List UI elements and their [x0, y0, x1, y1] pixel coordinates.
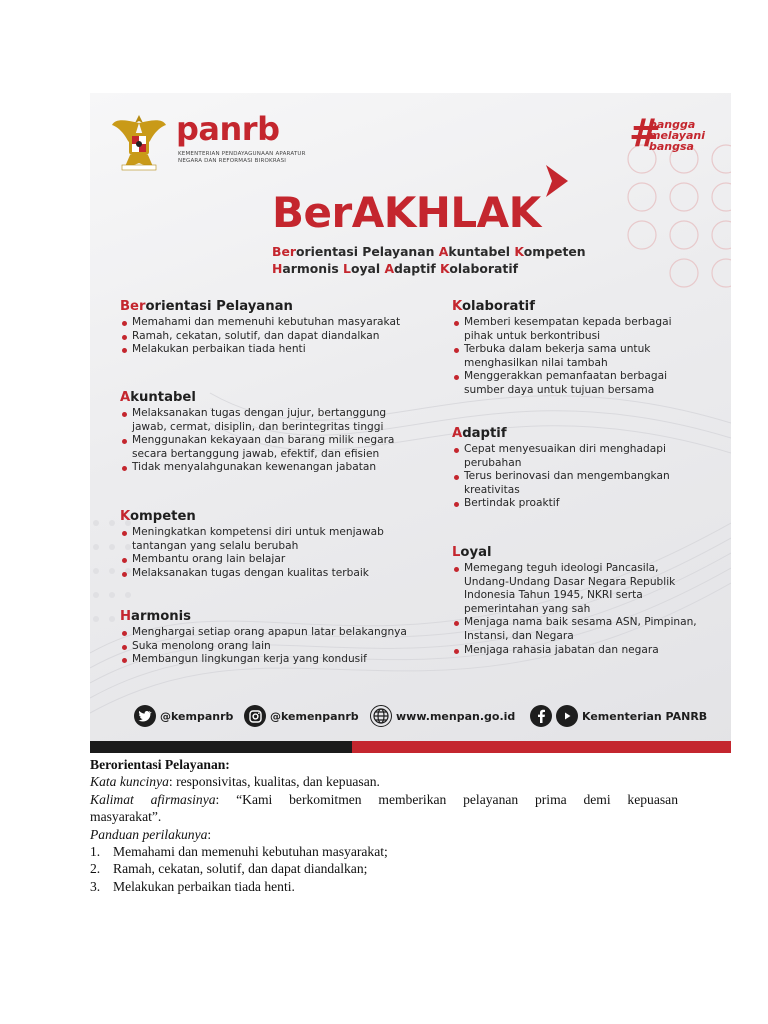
- affirmation-text: : “Kami berkomitmen memberikan pelayanan prima demi kepuasan: [215, 791, 679, 807]
- twitter-icon: [134, 705, 156, 727]
- facebook-icon: [530, 705, 552, 727]
- section-kolaboratif: [452, 299, 700, 398]
- social-twitter[interactable]: [134, 703, 233, 729]
- keyword-label: Kata kuncinya: [90, 774, 169, 790]
- brand-subtitle: KEMENTERIAN PENDAYAGUNAAN APARATUR NEGARA DAN REFORMASI BIROKRASI: [178, 151, 306, 164]
- section-title: Kompeten: [120, 509, 196, 524]
- list-item: Suka menolong orang lain: [120, 640, 440, 654]
- list-item: Menjaga rahasia jabatan dan negara: [452, 644, 700, 658]
- garuda-emblem-icon: [110, 111, 168, 173]
- list-item: Melaksanakan tugas dengan jujur, bertanggung jawab, cermat, disiplin, dan berintegritas tinggi: [120, 407, 405, 434]
- list-item: Meningkatkan kompetensi diri untuk menjawab tantangan yang selalu berubah: [120, 526, 415, 553]
- section-loyal: [452, 545, 700, 657]
- list-item: Melakukan perbaikan tiada henti: [120, 343, 430, 357]
- list-item: Menjaga nama baik sesama ASN, Pimpinan, Instansi, dan Negara: [452, 616, 700, 643]
- social-text: www.menpan.go.id: [396, 709, 516, 723]
- globe-icon: [370, 705, 392, 727]
- brand-name: panrb: [176, 110, 280, 148]
- affirmation-line: [90, 791, 678, 808]
- section-kompeten: [120, 509, 415, 580]
- tagline-text: bangga melayani bangsa: [649, 118, 705, 153]
- list-item: Cepat menyesuaikan diri menghadapi perubahan: [452, 443, 700, 470]
- list-item: Bertindak proaktif: [452, 497, 700, 511]
- list-item: 3. Melakukan perbaikan tiada henti.: [90, 878, 295, 894]
- affirmation-label: Kalimat afirmasinya: [90, 791, 216, 807]
- list-item: Menghargai setiap orang apapun latar belakangnya: [120, 626, 440, 640]
- section-title: Harmonis: [120, 609, 192, 624]
- section-akuntabel: [120, 390, 405, 475]
- chevron-right-icon: [538, 163, 572, 203]
- footer-bar-dark: [90, 741, 352, 753]
- section-title: Loyal: [452, 545, 492, 560]
- list-item: Menggerakkan pemanfaatan berbagai sumber daya untuk tujuan bersama: [452, 370, 700, 397]
- list-item: Ramah, cekatan, solutif, dan dapat diandalkan: [120, 330, 430, 344]
- social-website[interactable]: [370, 703, 515, 729]
- section-title: Akuntabel: [120, 390, 196, 405]
- social-media-footer: [134, 703, 731, 731]
- list-item: Terbuka dalam bekerja sama untuk menghasilkan nilai tambah: [452, 343, 700, 370]
- affirmation-line-2: masyarakat”.: [90, 809, 162, 825]
- section-title: Kolaboratif: [452, 299, 535, 314]
- list-item: Tidak menyalahgunakan kewenangan jabatan: [120, 461, 405, 475]
- footer-bar-red: [352, 741, 731, 753]
- list-item: Terus berinovasi dan mengembangkan kreativitas: [452, 470, 700, 497]
- section-adaptif: [452, 426, 700, 511]
- list-item: Memegang teguh ideologi Pancasila, Undang-Undang Dasar Negara Republik Indonesia Tahun 1945, NKRI serta pemerintahan yang sah: [452, 562, 700, 616]
- document-body: [90, 756, 678, 895]
- berakhlak-poster: [90, 93, 731, 753]
- subtitle-line-2: Harmonis Loyal Adaptif Kolaboratif: [272, 261, 518, 276]
- list-item: Memberi kesempatan kepada berbagai pihak untuk berkontribusi: [452, 316, 700, 343]
- instagram-icon: [244, 705, 266, 727]
- behavior-list: [90, 843, 678, 895]
- social-text: Kementerian PANRB: [582, 709, 708, 723]
- list-item: 1. Memahami dan memenuhi kebutuhan masyarakat;: [90, 844, 388, 860]
- poster-subtitle: [272, 243, 586, 277]
- subtitle-line-1: Berorientasi Pelayanan Akuntabel Kompeten: [272, 244, 586, 259]
- social-facebook-youtube[interactable]: [530, 703, 707, 729]
- youtube-play-icon: [556, 705, 578, 727]
- keyword-text: : responsivitas, kualitas, dan kepuasan.: [168, 774, 380, 790]
- section-title: Berorientasi Pelayanan: [120, 299, 293, 314]
- poster-title: BerAKHLAK: [272, 188, 541, 237]
- guide-label: Panduan perilakunya: [90, 826, 208, 842]
- list-item: Membantu orang lain belajar: [120, 553, 415, 567]
- keyword-line: [90, 773, 678, 790]
- section-title: Adaptif: [452, 426, 507, 441]
- list-item: Melaksanakan tugas dengan kualitas terbaik: [120, 567, 415, 581]
- section-harmonis: [120, 609, 440, 667]
- social-text: @kemenpanrb: [270, 709, 359, 723]
- list-item: 2. Ramah, cekatan, solutif, dan dapat diandalkan;: [90, 861, 368, 877]
- list-item: Memahami dan memenuhi kebutuhan masyarakat: [120, 316, 430, 330]
- social-text: @kempanrb: [160, 709, 234, 723]
- social-instagram[interactable]: [244, 703, 359, 729]
- section-berorientasi-pelayanan: [120, 299, 430, 357]
- list-item: Menggunakan kekayaan dan barang milik negara secara bertanggung jawab, efektif, dan efisien: [120, 434, 405, 461]
- bangga-melayani-bangsa-tagline: [623, 111, 713, 155]
- guide-line: Panduan perilakunya:: [90, 826, 212, 842]
- section-heading: Berorientasi Pelayanan:: [90, 757, 230, 772]
- hashtag-symbol: #: [629, 111, 661, 155]
- list-item: Membangun lingkungan kerja yang kondusif: [120, 653, 440, 667]
